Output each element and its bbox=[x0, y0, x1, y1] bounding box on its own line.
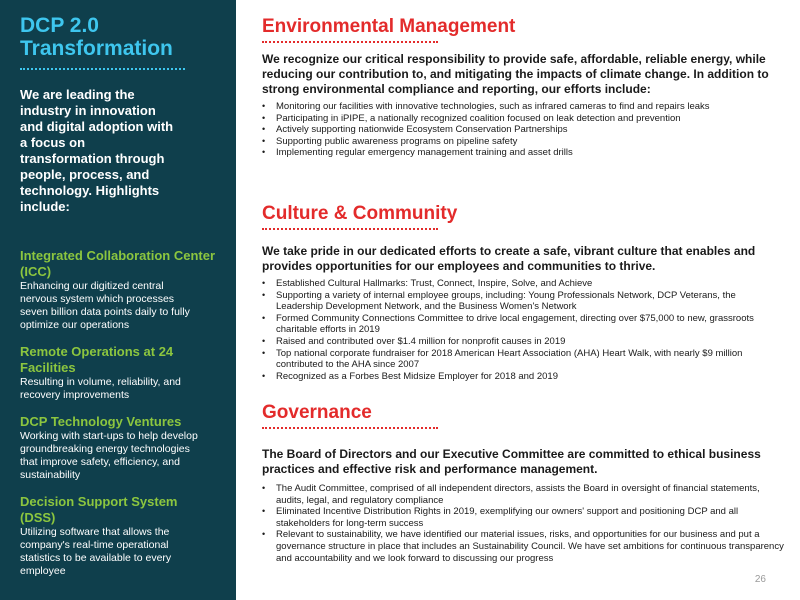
list-item: • Eliminated Incentive Distribution Rights in 2019, exemplifying our owners' support and positioning DCP and all stakeholders for long-term success bbox=[262, 506, 784, 529]
bullet-list bbox=[262, 101, 784, 159]
highlight-description: Resulting in volume, reliability, and recovery improvements bbox=[20, 376, 181, 401]
list-item: • The Audit Committee, comprised of all independent directors, assists the Board in oversight of financial statements, audits, legal, and regulatory compliance bbox=[262, 483, 784, 506]
section-intro: The Board of Directors and our Executive Committee are committed to ethical business practices and effective risk and performance management. bbox=[262, 447, 761, 476]
sidebar-title: DCP 2.0 Transformation bbox=[20, 14, 173, 60]
highlight-description: Working with start-ups to help develop groundbreaking energy technologies that improve safety, efficiency, and sustainability bbox=[20, 430, 198, 481]
sidebar-intro: We are leading the industry in innovation and digital adoption with a focus on transformation through people, process, and technology. Highlights include: bbox=[20, 87, 174, 214]
section-divider bbox=[262, 41, 438, 43]
section-intro: We recognize our critical responsibility to provide safe, affordable, reliable energy, while reducing our contribution to, and mitigating the impacts of climate change. In addition to strong environmental compliance and reporting, our efforts include: bbox=[262, 52, 769, 96]
list-item: • Participating in iPIPE, a nationally recognized coalition focused on leak detection and prevention bbox=[262, 113, 784, 125]
list-item: • Monitoring our facilities with innovative technologies, such as infrared cameras to find and repairs leaks bbox=[262, 101, 784, 113]
list-item: • Raised and contributed over $1.4 million for nonprofit causes in 2019 bbox=[262, 336, 784, 348]
page-number: 26 bbox=[754, 574, 766, 585]
section-environmental-management bbox=[262, 16, 784, 159]
list-item: • Formed Community Connections Committee to drive local engagement, directing over $75,000 to new, grassroots charitable efforts in 2019 bbox=[262, 313, 784, 336]
section-heading: Governance bbox=[262, 402, 372, 423]
list-item: • Supporting a variety of internal employee groups, including: Young Professionals Network, DCP Veterans, the Leadership Development Network, and the Business Women's Network bbox=[262, 290, 784, 313]
highlight-dss bbox=[20, 494, 216, 578]
list-item: • Relevant to sustainability, we have identified our material issues, risks, and opportunities for our business and put a governance structure in place that includes an Sustainability Council. We have set ambitions for continuous transparency and accountability and we look forward to discussing our progress bbox=[262, 529, 784, 564]
list-item: • Implementing regular emergency management training and asset drills bbox=[262, 147, 784, 159]
section-governance bbox=[262, 402, 784, 564]
section-divider bbox=[262, 228, 438, 230]
section-heading: Environmental Management bbox=[262, 16, 516, 37]
highlight-remote-operations bbox=[20, 344, 216, 402]
list-item: • Top national corporate fundraiser for 2018 American Heart Association (AHA) Heart Walk, with nearly $9 million contributed to the AHA since 2007 bbox=[262, 348, 784, 371]
sidebar-divider bbox=[20, 68, 185, 70]
section-divider bbox=[262, 427, 438, 429]
list-item: • Established Cultural Hallmarks: Trust, Connect, Inspire, Solve, and Achieve bbox=[262, 278, 784, 290]
list-item: • Actively supporting nationwide Ecosystem Conservation Partnerships bbox=[262, 124, 784, 136]
sidebar-highlights bbox=[20, 248, 216, 578]
list-item: • Supporting public awareness programs on pipeline safety bbox=[262, 136, 784, 148]
sidebar bbox=[0, 0, 236, 600]
highlight-title: Decision Support System (DSS) bbox=[20, 494, 178, 525]
highlight-title: Remote Operations at 24 Facilities bbox=[20, 344, 174, 375]
highlight-title: DCP Technology Ventures bbox=[20, 414, 182, 429]
highlight-technology-ventures bbox=[20, 414, 216, 482]
highlight-title: Integrated Collaboration Center (ICC) bbox=[20, 248, 216, 279]
list-item: • Recognized as a Forbes Best Midsize Employer for 2018 and 2019 bbox=[262, 371, 784, 383]
section-culture-community bbox=[262, 203, 784, 382]
highlight-description: Enhancing our digitized central nervous system which processes seven billion data points daily to fully optimize our operations bbox=[20, 280, 190, 331]
highlight-description: Utilizing software that allows the company's real-time operational statistics to be available to every employee bbox=[20, 526, 172, 577]
bullet-list bbox=[262, 483, 784, 564]
section-heading: Culture & Community bbox=[262, 203, 458, 224]
section-intro: We take pride in our dedicated efforts to create a safe, vibrant culture that enables and provides opportunities for our employees and communities to thrive. bbox=[262, 244, 756, 273]
bullet-list bbox=[262, 278, 784, 382]
highlight-icc bbox=[20, 248, 216, 332]
